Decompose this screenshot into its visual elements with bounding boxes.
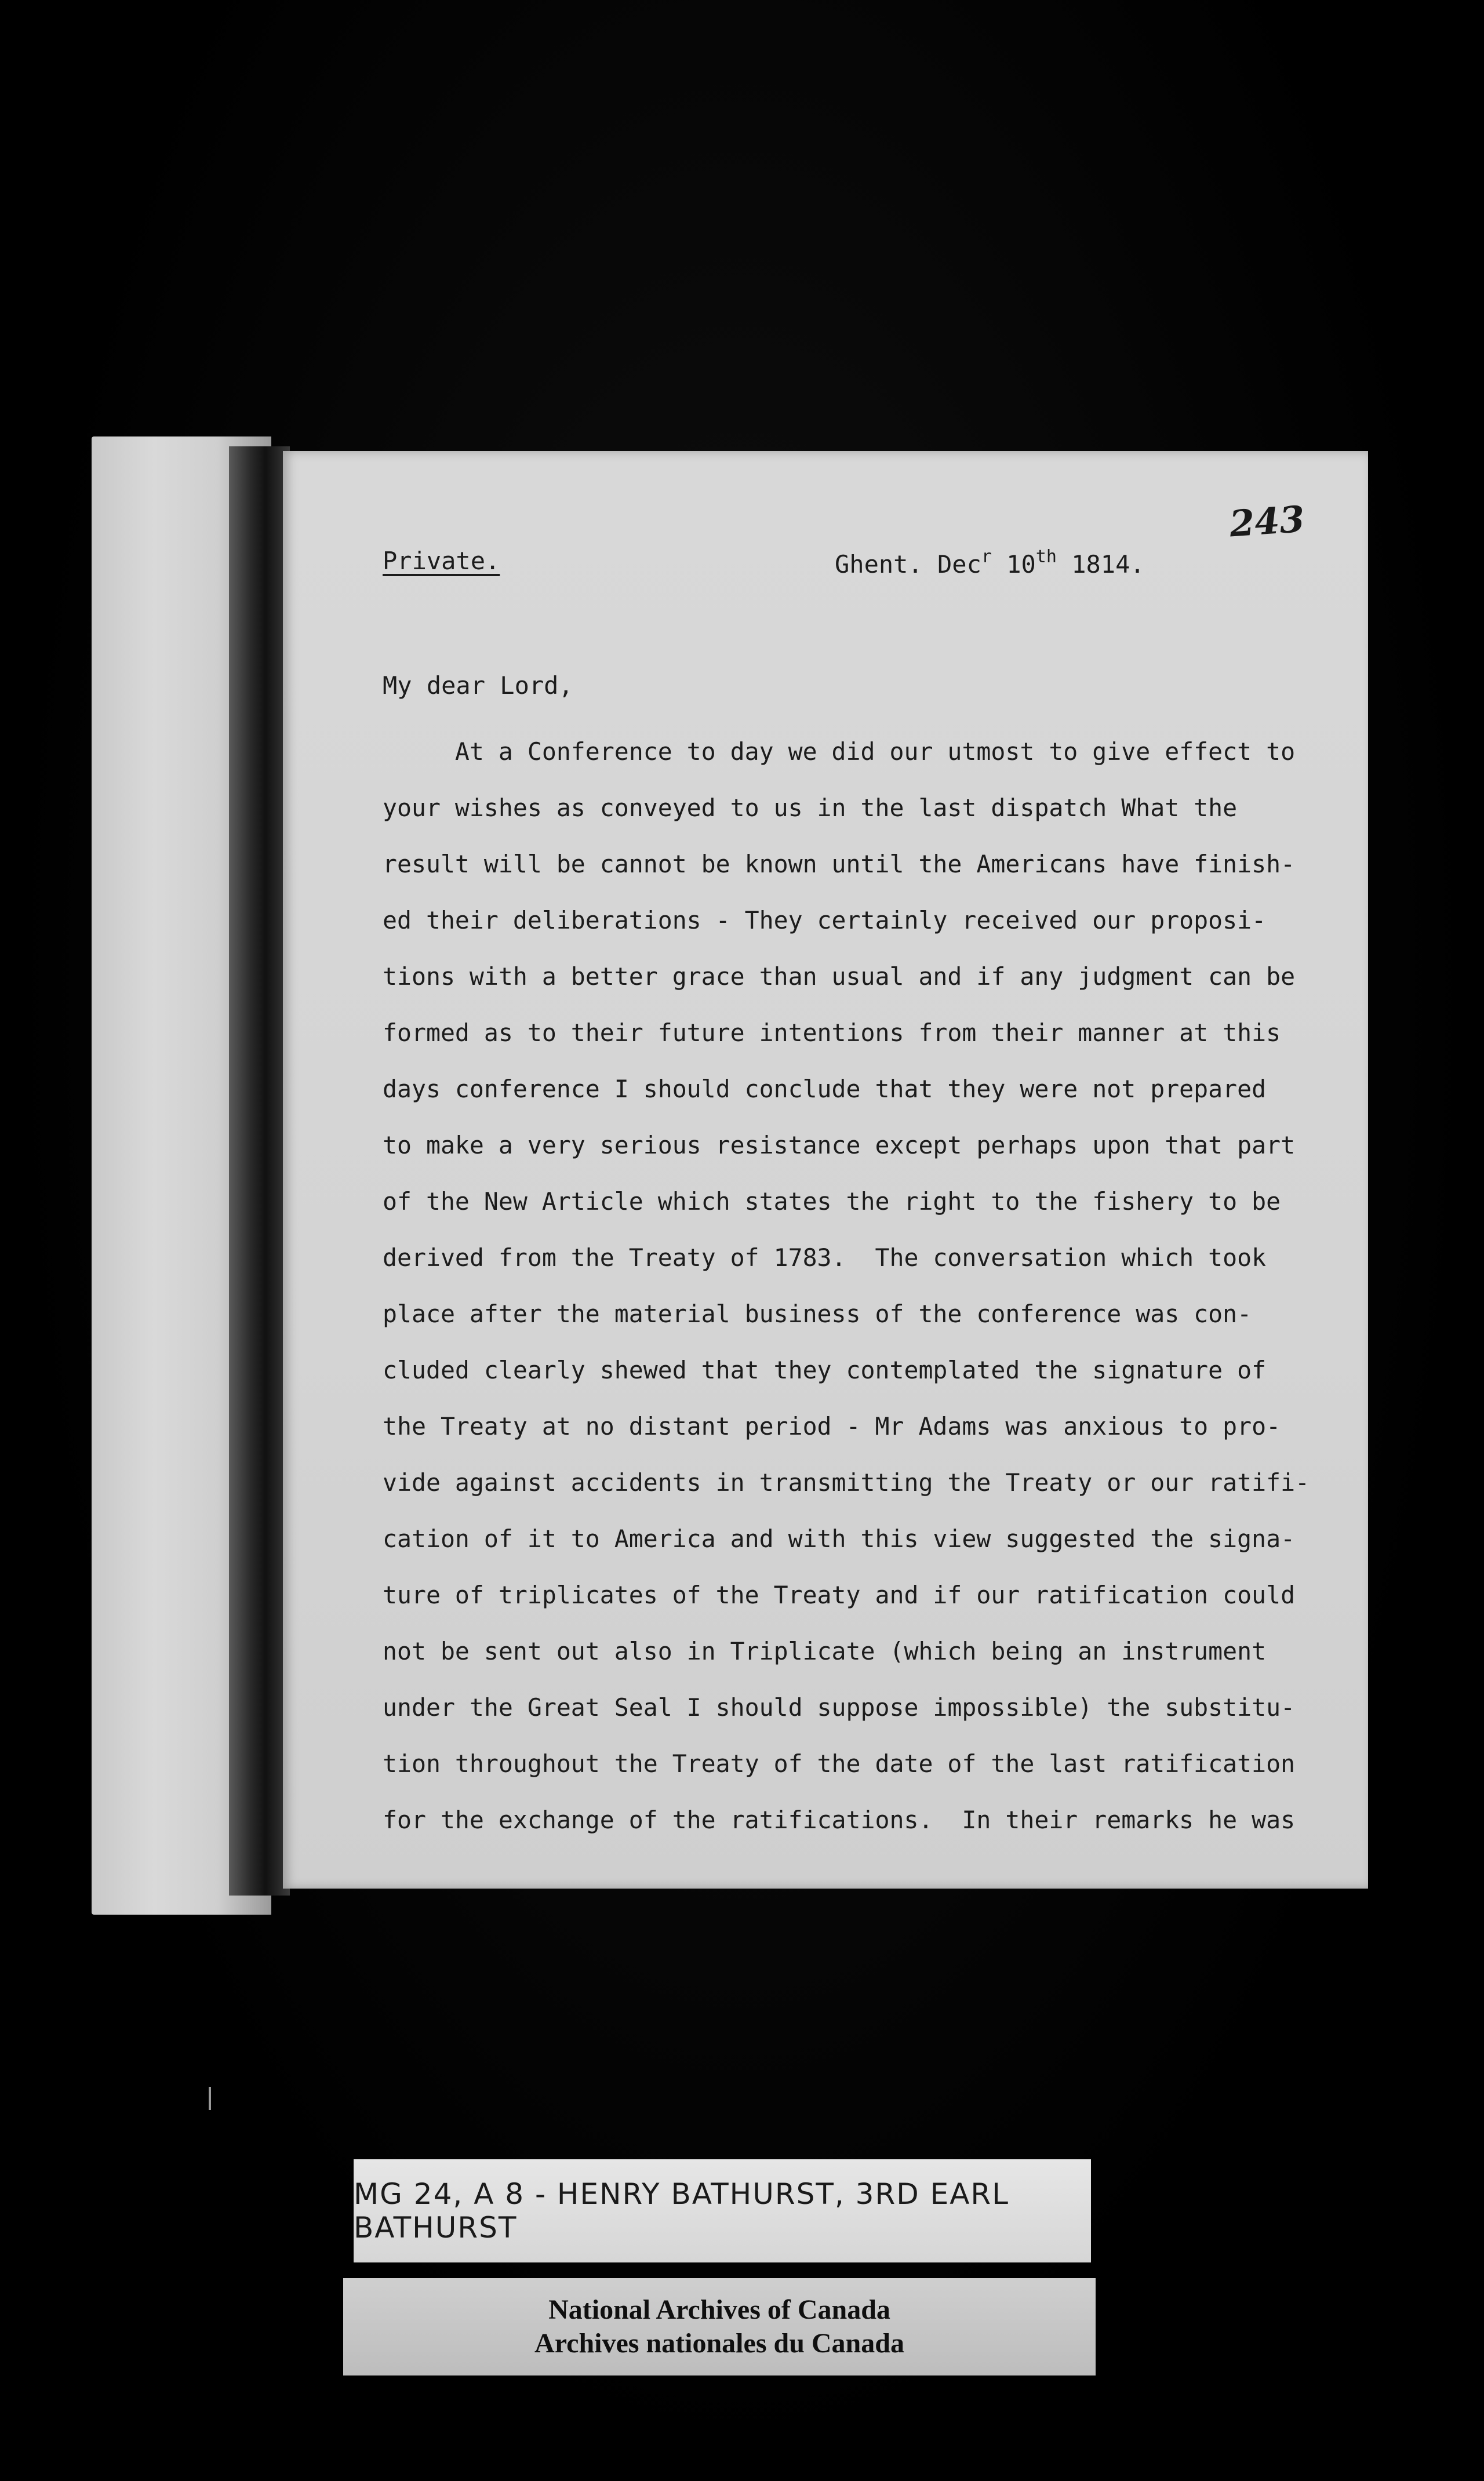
body-line: days conference I should conclude that they were not prepared [383,1075,1267,1103]
letter-header [383,547,1287,587]
body-line: for the exchange of the ratifications. In their remarks he was [383,1806,1296,1834]
body-line: derived from the Treaty of 1783. The conversation which took [383,1243,1267,1272]
body-line: place after the material business of the conference was con- [383,1300,1252,1328]
body-line: result will be cannot be known until the Americans have finish- [383,850,1296,878]
folio-number: 243 [1228,497,1306,545]
body-line: of the New Article which states the right to the fishery to be [383,1187,1281,1216]
year: 1814. [1056,550,1145,579]
archive-name-english: National Archives of Canada [548,2294,890,2325]
body-line: formed as to their future intentions from their manner at this [383,1018,1281,1047]
archive-label [343,2278,1096,2375]
collection-label: MG 24, A 8 - HENRY BATHURST, 3RD EARL BATHURST [354,2177,1010,2244]
place-and-date [835,547,1145,579]
body-line: cluded clearly shewed that they contemplated the signature of [383,1356,1267,1384]
body-line: cation of it to America and with this view suggested the signa- [383,1525,1296,1553]
body-line: not be sent out also in Triplicate (which being an instrument [383,1637,1267,1665]
body-line: to make a very serious resistance except perhaps upon that part [383,1131,1296,1159]
place-month: Ghent. Dec [835,550,981,579]
letter-page [283,451,1368,1889]
archive-name-french: Archives nationales du Canada [534,2328,904,2359]
collection-caption [354,2159,1091,2262]
body-line: tion throughout the Treaty of the date of the last ratification [383,1749,1296,1778]
body-line: ed their deliberations - They certainly received our proposi- [383,906,1267,934]
body-line: under the Great Seal I should suppose impossible) the substitu- [383,1693,1296,1722]
month-superscript: r [981,547,992,567]
body-line: tions with a better grace than usual and if any judgment can be [383,962,1296,991]
private-label: Private. [383,547,500,575]
body-line: the Treaty at no distant period - Mr Adams was anxious to pro- [383,1412,1281,1440]
day-superscript: th [1035,547,1057,567]
binding-spine [229,446,290,1896]
body-line: your wishes as conveyed to us in the last dispatch What the [383,794,1238,822]
letter-body [383,723,1333,1848]
body-line: At a Conference to day we did our utmost to give effect to [383,737,1296,766]
body-line: ture of triplicates of the Treaty and if our ratification could [383,1581,1296,1609]
body-line: vide against accidents in transmitting the Treaty or our ratifi- [383,1468,1310,1497]
salutation: My dear Lord, [383,671,573,700]
film-speck [209,2087,211,2110]
day: 10 [991,550,1036,579]
